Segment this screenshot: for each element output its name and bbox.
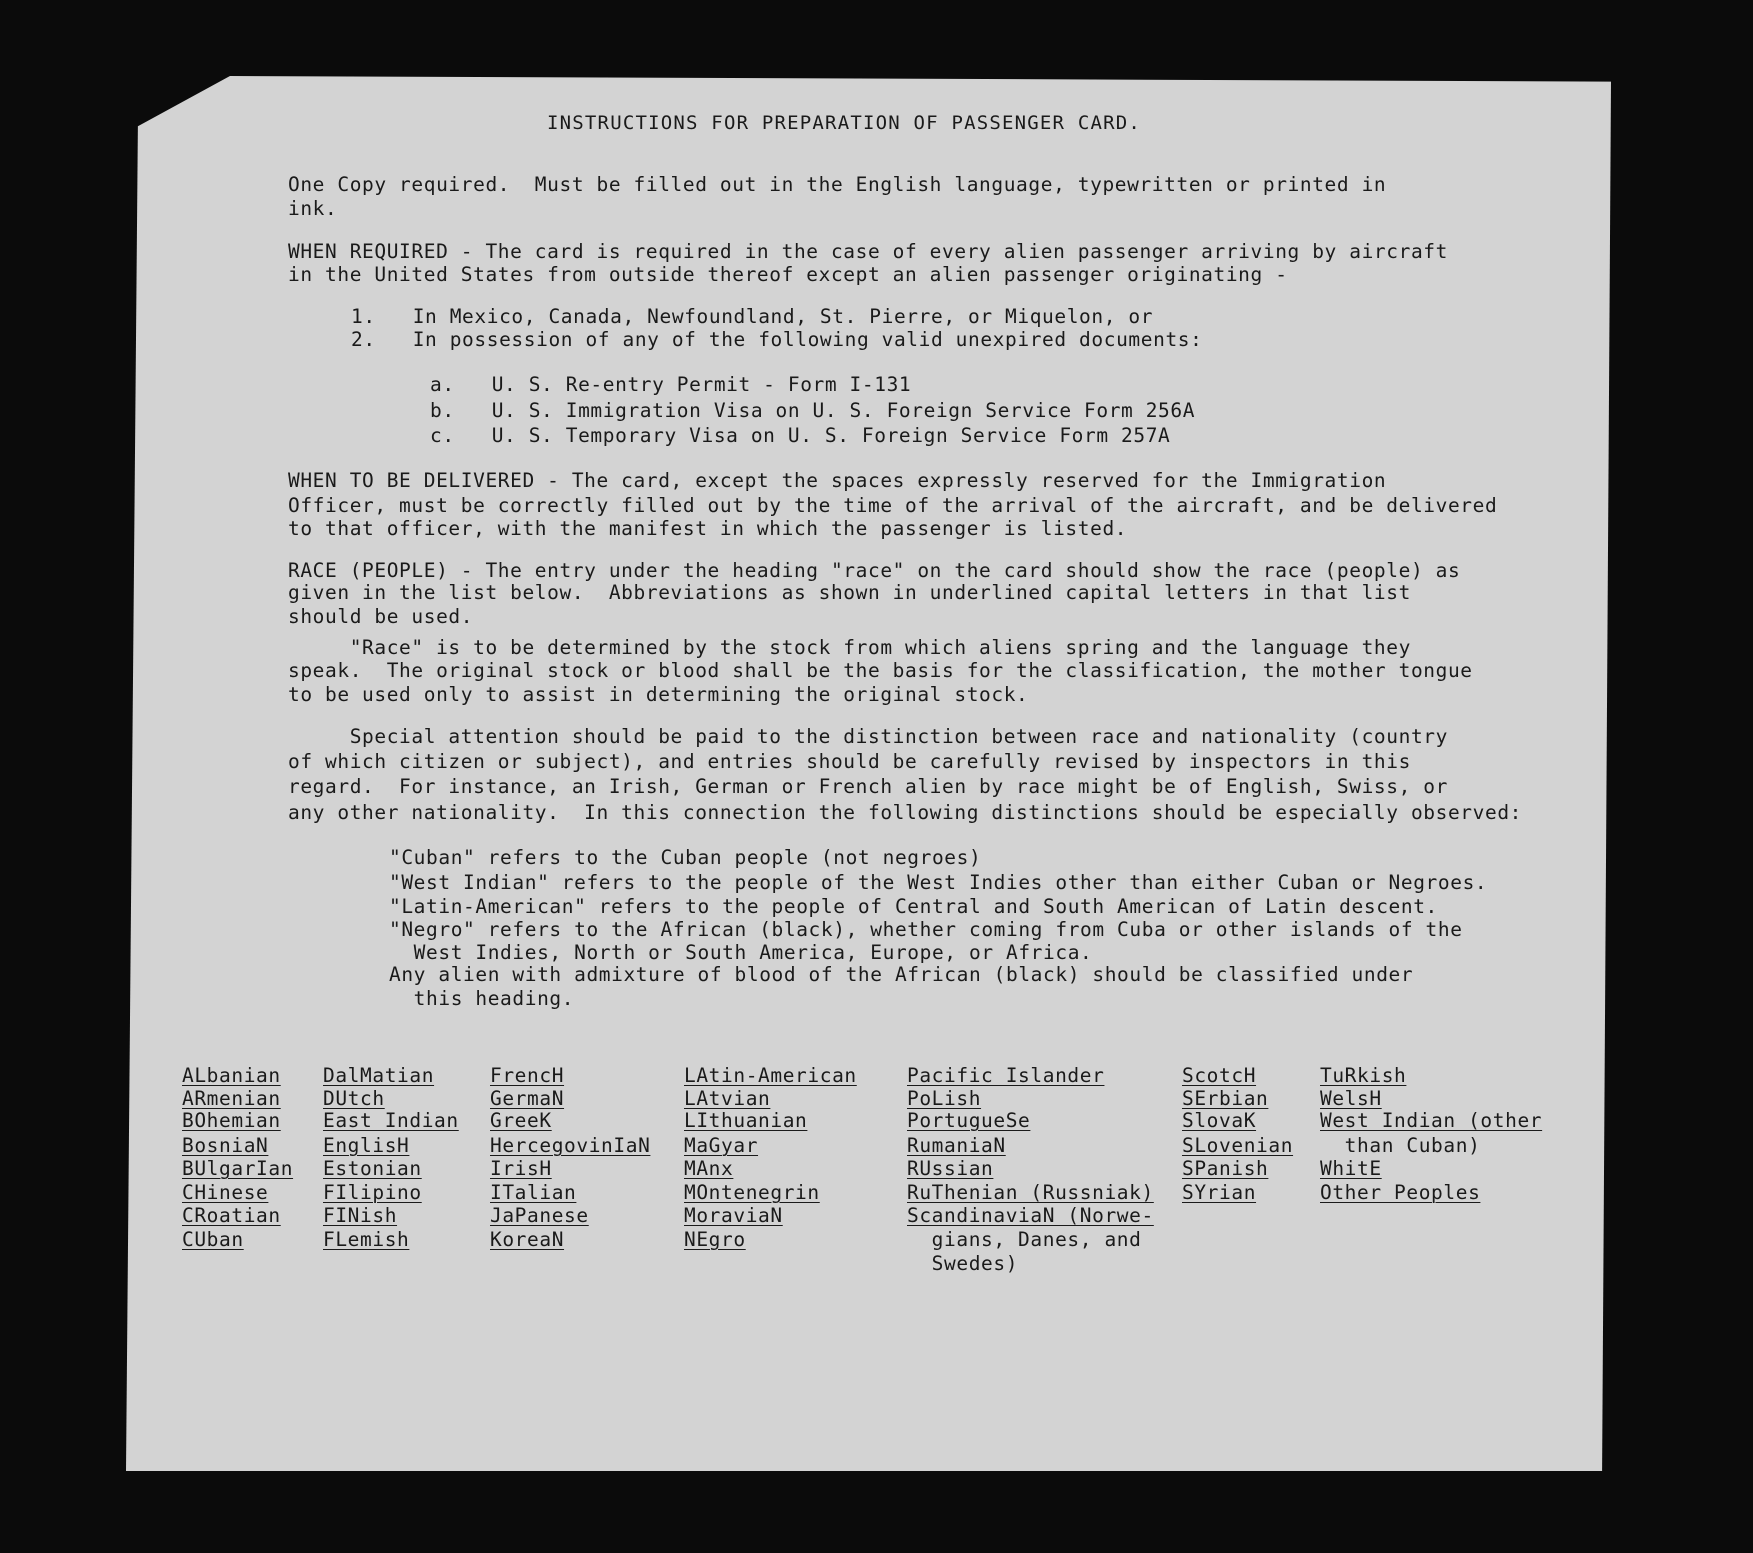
race-entry: HercegovinIaN <box>490 1134 651 1157</box>
race-entry-continuation: than Cuban) <box>1320 1134 1481 1157</box>
race-entry: ScotcH <box>1182 1064 1257 1087</box>
race-entry: CUban <box>182 1228 244 1251</box>
intro-line-1: One Copy required. Must be filled out in the English language, typewritten or printed in <box>288 173 1387 196</box>
when-delivered-line-1: WHEN TO BE DELIVERED - The card, except the spaces expressly reserved for the Immigration <box>288 469 1387 492</box>
distinction-line-5: West Indies, North or South America, Europe, or Africa. <box>389 941 1093 964</box>
special-line-2: of which citizen or subject), and entries should be carefully revised by inspectors in this <box>288 750 1411 773</box>
race-entry: CRoatian <box>182 1204 281 1227</box>
race-entry: MOntenegrin <box>684 1181 820 1204</box>
race-entry-continuation: Swedes) <box>907 1252 1019 1275</box>
race-entry: WhitE <box>1320 1157 1382 1180</box>
race-entry: JaPanese <box>490 1204 589 1227</box>
special-line-4: any other nationality. In this connection the following distinctions should be especially observed: <box>288 801 1522 824</box>
race-entry: SLovenian <box>1182 1134 1294 1157</box>
race-entry: TuRkish <box>1320 1064 1407 1087</box>
special-line-1: Special attention should be paid to the distinction between race and nationality (country <box>288 725 1448 748</box>
race-entry: IrisH <box>490 1157 552 1180</box>
when-required-line-1: WHEN REQUIRED - The card is required in the case of every alien passenger arriving by aircraft <box>288 240 1448 263</box>
race-entry: LIthuanian <box>684 1109 808 1132</box>
distinction-line-1: "Cuban" refers to the Cuban people (not negroes) <box>389 846 982 869</box>
document-title: INSTRUCTIONS FOR PREPARATION OF PASSENGER CARD. <box>547 112 1142 134</box>
race-entry: RumaniaN <box>907 1134 1006 1157</box>
race-stock-line-2: speak. The original stock or blood shall be the basis for the classification, the mother tongue <box>288 659 1473 682</box>
race-entry: LAtin-American <box>684 1064 857 1087</box>
race-entry: GermaN <box>490 1087 565 1110</box>
race-people-line-3: should be used. <box>288 605 474 628</box>
intro-line-2: ink. <box>288 197 338 220</box>
race-entry-continuation: gians, Danes, and <box>907 1228 1142 1251</box>
race-entry: BosniaN <box>182 1134 269 1157</box>
race-people-line-2: given in the list below. Abbreviations as shown in underlined capital letters in that list <box>288 581 1411 604</box>
race-entry: ScandinaviaN (Norwe- <box>907 1204 1154 1227</box>
race-stock-line-3: to be used only to assist in determining the original stock. <box>288 683 1029 706</box>
race-entry: ALbanian <box>182 1064 281 1087</box>
race-entry: GreeK <box>490 1109 552 1132</box>
special-line-3: regard. For instance, an Irish, German or French alien by race might be of English, Swiss, or <box>288 775 1448 798</box>
distinction-line-6: Any alien with admixture of blood of the African (black) should be classified under <box>389 963 1414 986</box>
race-entry: MaGyar <box>684 1134 759 1157</box>
when-delivered-line-2: Officer, must be correctly filled out by the time of the arrival of the aircraft, and be delivered <box>288 494 1498 517</box>
race-entry: WelsH <box>1320 1087 1382 1110</box>
race-entry: EnglisH <box>323 1134 410 1157</box>
race-entry: FLemish <box>323 1228 410 1251</box>
race-entry: FINish <box>323 1204 398 1227</box>
distinction-line-7: this heading. <box>389 987 575 1010</box>
race-stock-line-1: "Race" is to be determined by the stock from which aliens spring and the language they <box>288 636 1411 659</box>
race-entry: PoLish <box>907 1087 982 1110</box>
lettered-item-c: c. U. S. Temporary Visa on U. S. Foreign Service Form 257A <box>430 424 1171 447</box>
race-entry: ARmenian <box>182 1087 281 1110</box>
race-entry: RuThenian (Russniak) <box>907 1181 1154 1204</box>
race-entry: Estonian <box>323 1157 422 1180</box>
race-entry: BOhemian <box>182 1109 281 1132</box>
race-entry: FIlipino <box>323 1181 422 1204</box>
race-entry: LAtvian <box>684 1087 771 1110</box>
race-entry: SErbian <box>1182 1087 1269 1110</box>
race-entry: KoreaN <box>490 1228 565 1251</box>
race-entry: DalMatian <box>323 1064 435 1087</box>
race-entry: ITalian <box>490 1181 577 1204</box>
race-entry: Pacific Islander <box>907 1064 1105 1087</box>
when-delivered-line-3: to that officer, with the manifest in which the passenger is listed. <box>288 517 1128 540</box>
race-entry: SPanish <box>1182 1157 1269 1180</box>
race-entry: MoraviaN <box>684 1204 783 1227</box>
numbered-item-1: 1. In Mexico, Canada, Newfoundland, St. Pierre, or Miquelon, or <box>351 305 1154 328</box>
race-people-line-1: RACE (PEOPLE) - The entry under the heading "race" on the card should show the race (people) as <box>288 559 1461 582</box>
distinction-line-3: "Latin-American" refers to the people of Central and South American of Latin descent. <box>389 895 1438 918</box>
distinction-line-2: "West Indian" refers to the people of the West Indies other than either Cuban or Negroes. <box>389 871 1488 894</box>
lettered-item-a: a. U. S. Re-entry Permit - Form I-131 <box>430 373 912 396</box>
distinction-line-4: "Negro" refers to the African (black), whether coming from Cuba or other islands of the <box>389 918 1463 941</box>
numbered-item-2: 2. In possession of any of the following valid unexpired documents: <box>351 328 1203 351</box>
race-entry: Other Peoples <box>1320 1181 1481 1204</box>
race-entry: NEgro <box>684 1228 746 1251</box>
race-entry: SlovaK <box>1182 1109 1257 1132</box>
race-entry: PortugueSe <box>907 1109 1031 1132</box>
race-entry: East Indian <box>323 1109 459 1132</box>
race-entry: BUlgarIan <box>182 1157 294 1180</box>
race-entry: DUtch <box>323 1087 385 1110</box>
race-entry: SYrian <box>1182 1181 1257 1204</box>
race-entry: MAnx <box>684 1157 734 1180</box>
race-entry: West Indian (other <box>1320 1109 1543 1132</box>
race-entry: RUssian <box>907 1157 994 1180</box>
when-required-line-2: in the United States from outside thereof except an alien passenger originating - <box>288 263 1288 286</box>
race-entry: FrencH <box>490 1064 565 1087</box>
lettered-item-b: b. U. S. Immigration Visa on U. S. Foreign Service Form 256A <box>430 399 1196 422</box>
race-entry: CHinese <box>182 1181 269 1204</box>
